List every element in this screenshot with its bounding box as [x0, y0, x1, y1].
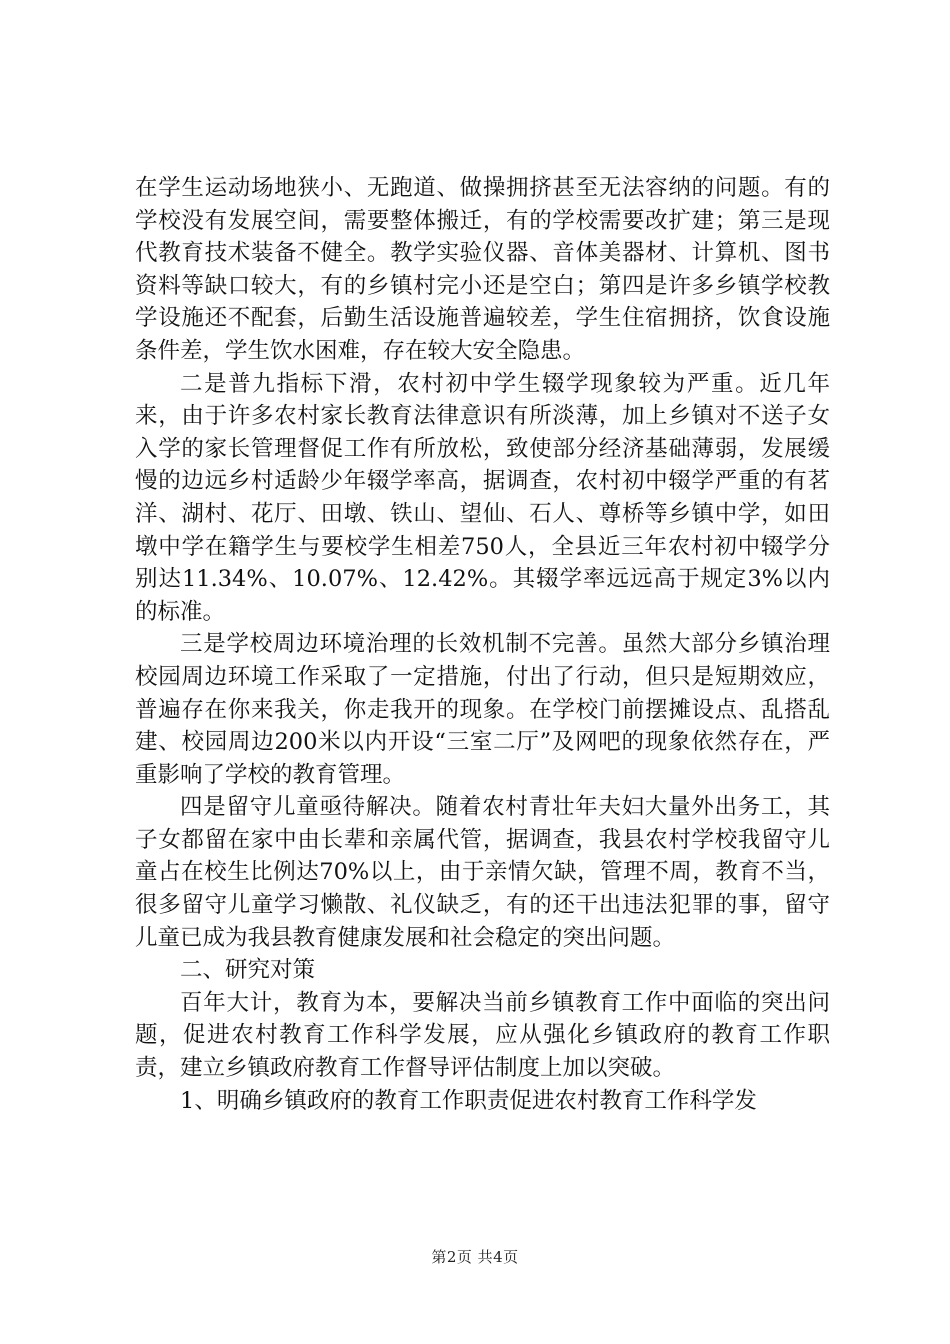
section-heading-countermeasures: 二、研究对策 [180, 957, 316, 984]
paragraph-item-1: 1、明确乡镇政府的教育工作职责促进农村教育工作科学发 [180, 1087, 757, 1114]
paragraph-dropout: 二是普九指标下滑，农村初中学生辍学现象较为严重。近几年来，由于许多农村家长教育法律意识有所淡薄，加上乡镇对不送子女入学的家长管理督促工作有所放松，致使部分经济基础薄弱，发展缓慢的边远乡村适龄少年辍学率高，据调查，农村初中辍学严重的有茗洋、湖村、花厅、田墩、铁山、望仙、石人、尊桥等乡镇中学，如田墩中学在籍学生与要校学生相差750人，全县近三年农村初中辍学分别达11.34%、10.07%、12.42%。其辍学率远远高于规定3%以内的标准。 [135, 370, 830, 625]
paragraph-left-behind-children: 四是留守儿童亟待解决。随着农村青壮年夫妇大量外出务工，其子女都留在家中由长辈和亲属代管，据调查，我县农村学校我留守儿童占在校生比例达70%以上，由于亲情欠缺，管理不周，教育不当，很多留守儿童学习懒散、礼仪缺乏，有的还干出违法犯罪的事，留守儿童已成为我县教育健康发展和社会稳定的突出问题。 [135, 794, 830, 951]
paragraph-environment: 三是学校周边环境治理的长效机制不完善。虽然大部分乡镇治理校园周边环境工作采取了一定措施，付出了行动，但只是短期效应，普遍存在你来我关，你走我开的现象。在学校门前摆摊设点、乱搭乱建、校园周边200米以内开设“三室二厅”及网吧的现象依然存在，严重影响了学校的教育管理。 [135, 631, 830, 788]
paragraph-countermeasures-intro: 百年大计，教育为本，要解决当前乡镇教育工作中面临的突出问题，促进农村教育工作科学发展，应从强化乡镇政府的教育工作职责，建立乡镇政府教育工作督导评估制度上加以突破。 [135, 989, 830, 1082]
paragraph-facilities: 在学生运动场地狭小、无跑道、做操拥挤甚至无法容纳的问题。有的学校没有发展空间，需要整体搬迁，有的学校需要改扩建；第三是现代教育技术装备不健全。教学实验仪器、音体美器材、计算机、图书资料等缺口较大，有的乡镇村完小还是空白；第四是许多乡镇学校教学设施还不配套，后勤生活设施普遍较差，学生住宿拥挤，饮食设施条件差，学生饮水困难，存在较大安全隐患。 [135, 175, 830, 364]
page-number-footer: 第2页 共4页 [431, 1248, 519, 1266]
document-body [135, 172, 830, 1117]
